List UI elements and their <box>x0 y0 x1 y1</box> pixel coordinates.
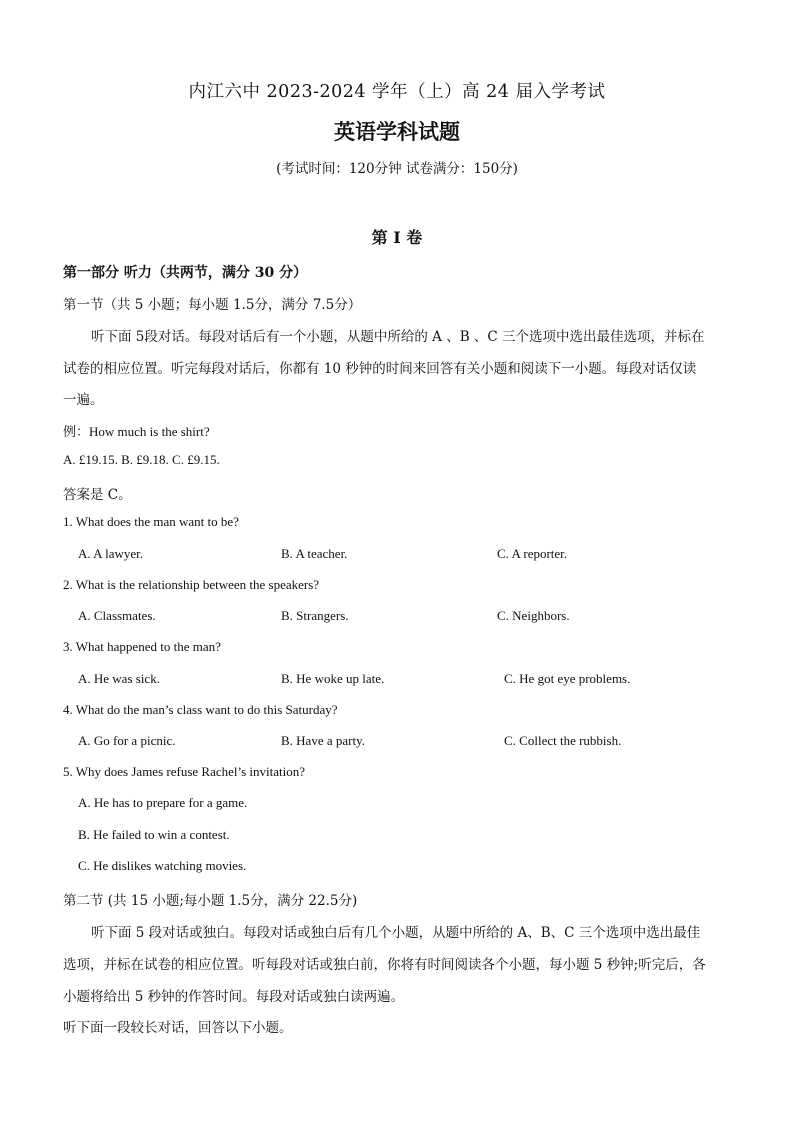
option-c: C. He got eye problems. <box>504 671 631 686</box>
section2-note: 听下面一段较长对话，回答以下小题。 <box>63 1020 293 1036</box>
option-b: B. Have a party. <box>281 733 365 748</box>
section2-instruction-line: 选项，并标在试卷的相应位置。听每段对话或独白前，你将有时间阅读各个小题，每小题 5 秒钟;听完后，各 <box>63 957 706 973</box>
option-c: C. He dislikes watching movies. <box>78 858 247 873</box>
option-a: A. He has to prepare for a game. <box>78 795 248 810</box>
option-b: B. He woke up late. <box>281 671 385 686</box>
example-question: 例：How much is the shirt? <box>63 424 210 439</box>
part1-heading: 第一部分 听力（共两节，满分 30 分） <box>63 265 308 281</box>
section1-instruction-line: 一遍。 <box>63 392 104 408</box>
option-a: A. A lawyer. <box>78 546 143 561</box>
section1-instruction-line: 试卷的相应位置。听完每段对话后，你都有 10 秒钟的时间来回答有关小题和阅读下一小题。每段对话仅读 <box>63 361 697 377</box>
option-c: C. Neighbors. <box>497 608 570 623</box>
exam-info: (考试时间：120分钟 试卷满分：150分) <box>276 161 518 177</box>
option-b: B. A teacher. <box>281 546 348 561</box>
question-text: 2. What is the relationship between the speakers? <box>63 577 320 592</box>
question-text: 3. What happened to the man? <box>63 639 221 654</box>
question-text: 5. Why does James refuse Rachel’s invitation? <box>63 764 306 779</box>
exam-title: 内江六中 2023-2024 学年（上）高 24 届入学考试 <box>188 82 606 102</box>
option-b: B. He failed to win a contest. <box>78 827 230 842</box>
subject-title: 英语学科试题 <box>334 119 460 144</box>
option-c: C. Collect the rubbish. <box>504 733 622 748</box>
section2-instruction-line: 小题将给出 5 秒钟的作答时间。每段对话或独白读两遍。 <box>63 989 405 1005</box>
section2-heading: 第二节 (共 15 小题;每小题 1.5分，满分 22.5分) <box>63 893 358 909</box>
volume-heading: 第 I 卷 <box>371 228 423 247</box>
question-text: 4. What do the man’s class want to do this Saturday? <box>63 702 338 717</box>
section1-instruction-line: 听下面 5段对话。每段对话后有一个小题，从题中所给的 A 、B 、C 三个选项中选出最佳选项，并标在 <box>91 329 705 345</box>
option-a: A. He was sick. <box>78 671 160 686</box>
option-c: C. A reporter. <box>497 546 568 561</box>
section2-instruction-line: 听下面 5 段对话或独白。每段对话或独白后有几个小题，从题中所给的 A、B、C 三个选项中选出最佳 <box>91 925 701 941</box>
option-a: A. Classmates. <box>78 608 156 623</box>
option-b: B. Strangers. <box>281 608 349 623</box>
example-options: A. £19.15. B. £9.18. C. £9.15. <box>63 452 220 467</box>
section1-heading: 第一节（共 5 小题；每小题 1.5分，满分 7.5分） <box>63 297 362 313</box>
example-answer: 答案是 C。 <box>63 487 132 503</box>
question-text: 1. What does the man want to be? <box>63 514 239 529</box>
option-a: A. Go for a picnic. <box>78 733 176 748</box>
